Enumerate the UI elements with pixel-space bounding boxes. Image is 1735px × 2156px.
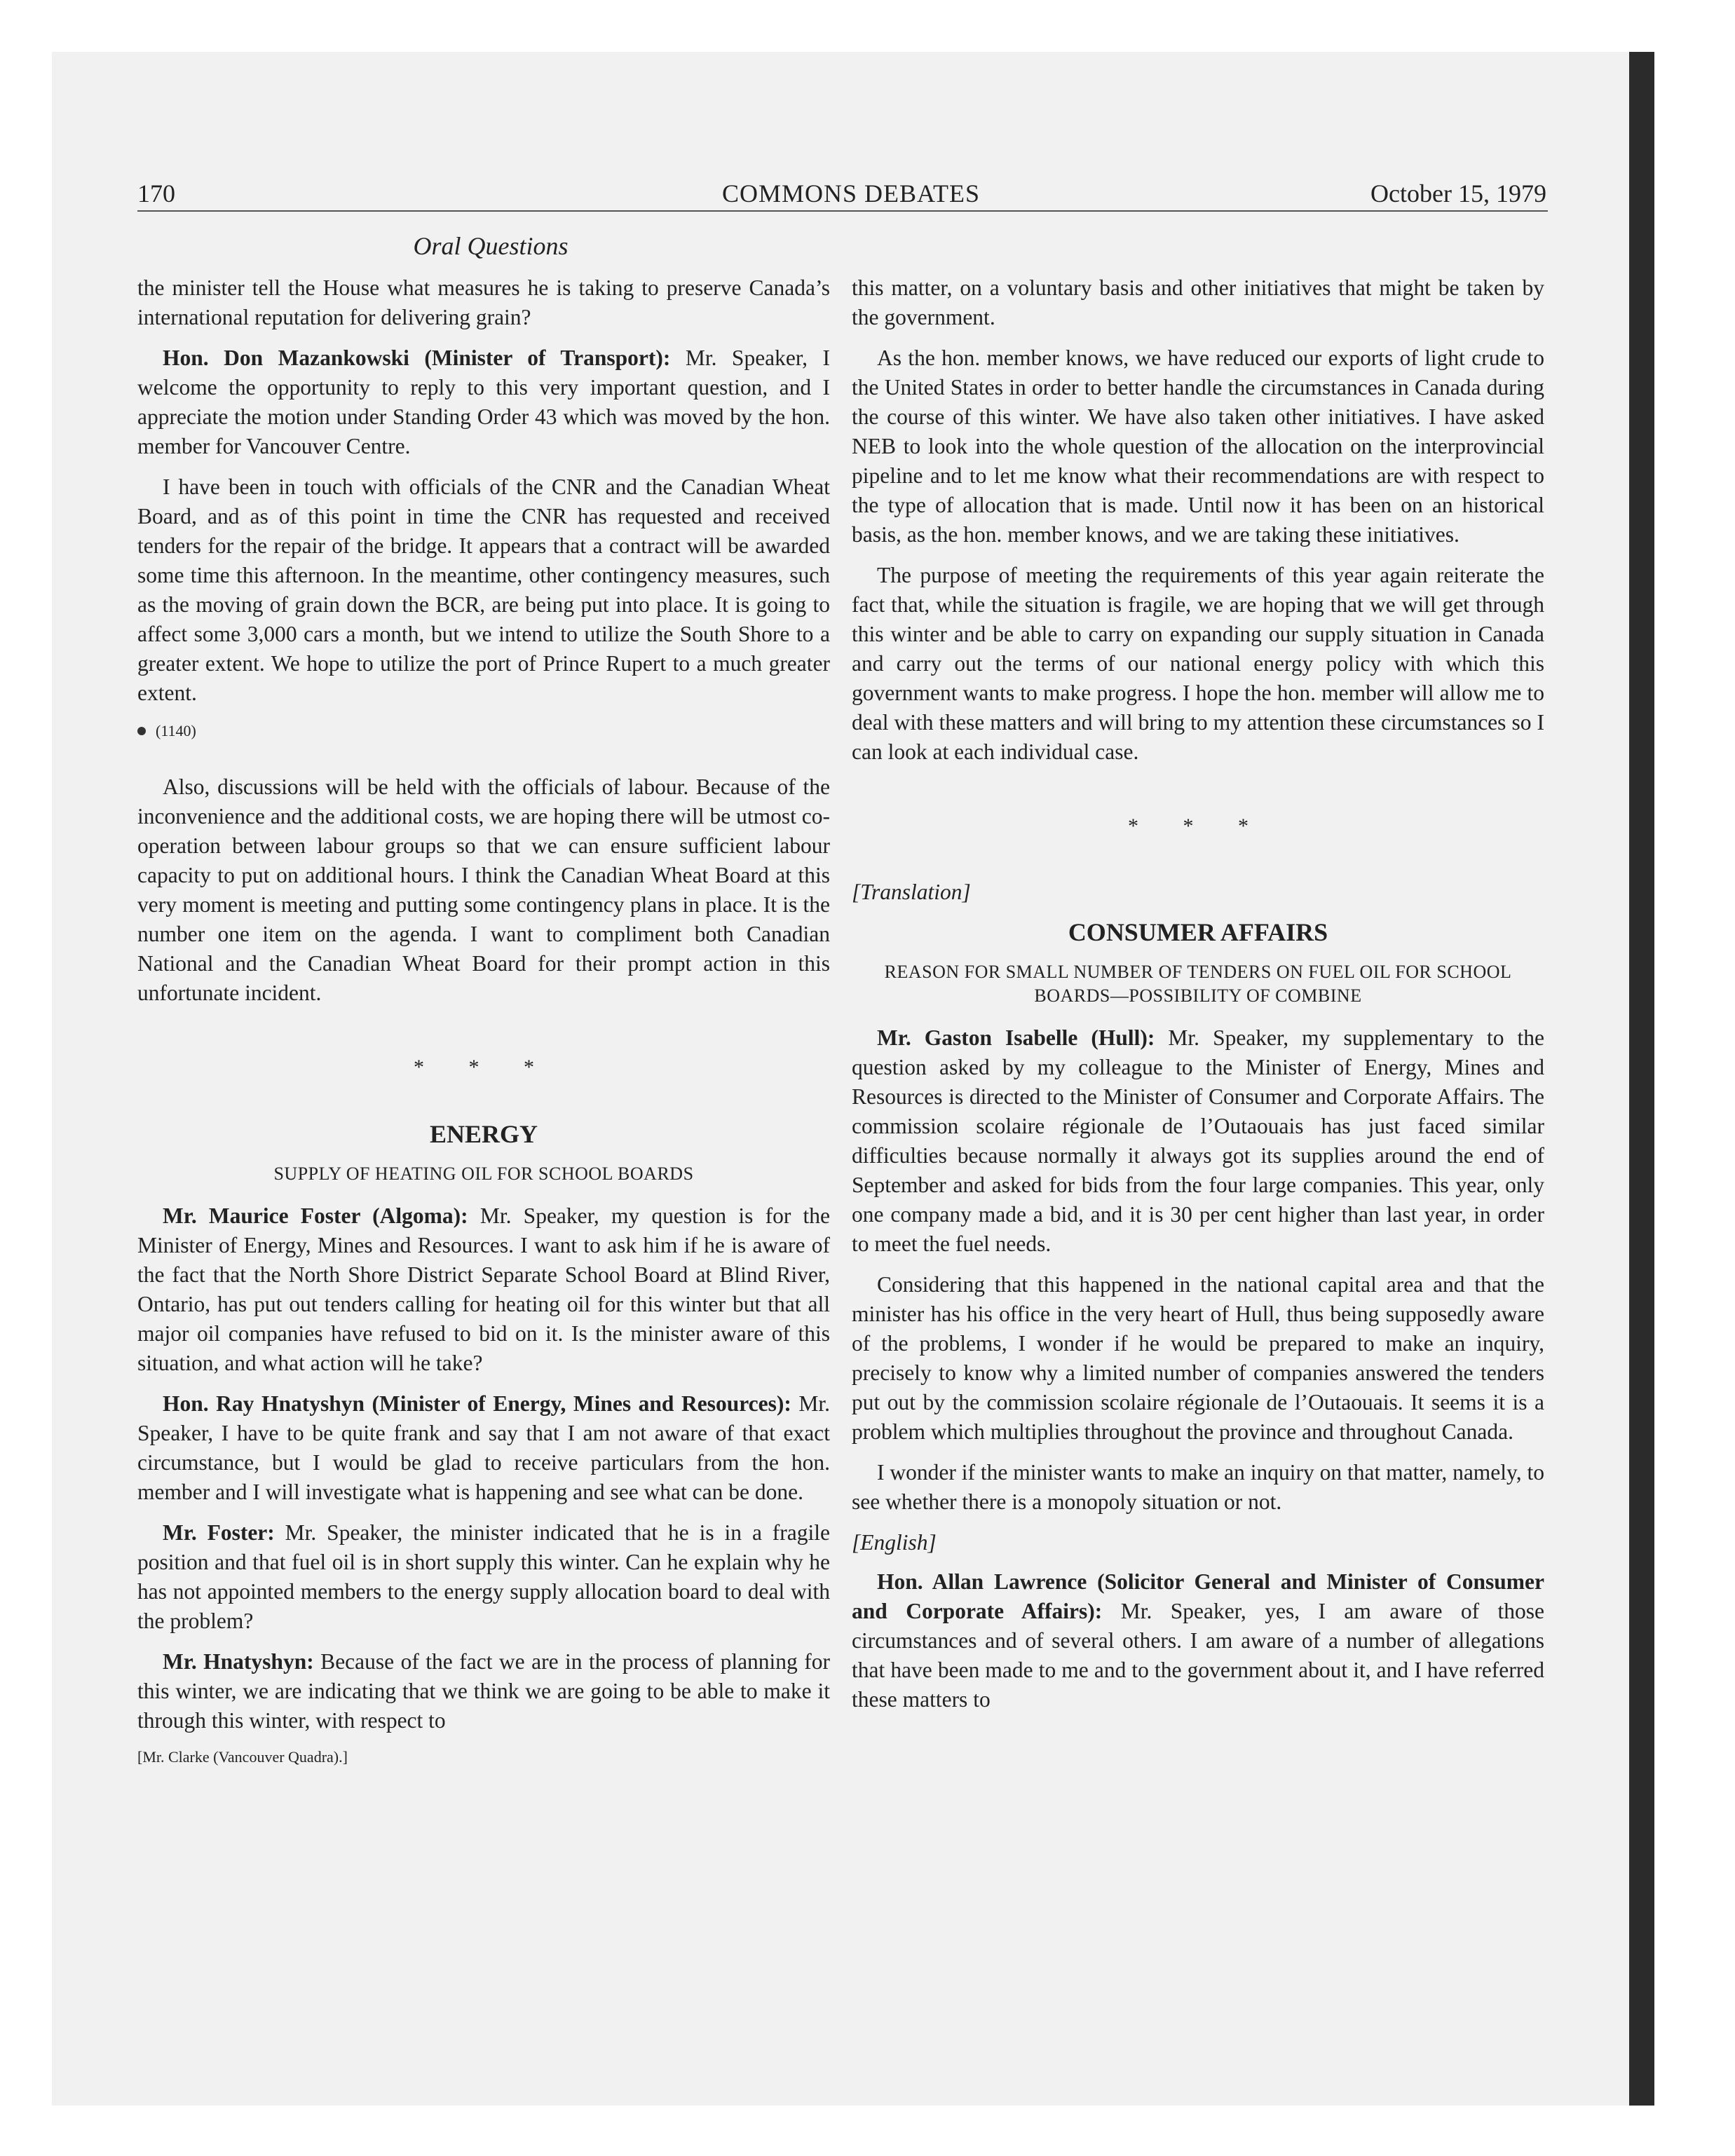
paragraph [137,343,830,461]
speech-text: Mr. Speaker, my question is for the Minister of Energy, Mines and Resources. I want to ask him if he is aware of the fact that the North Shore District Separate School Board at Blind River, Ontario, has put out tenders calling for heating oil for this winter but that all major oil companies have refused to bid on it. Is the minister aware of this situation, and what action will he take? [137,1203,831,1375]
paragraph [137,1647,830,1735]
section-separator: * * * [414,1056,554,1079]
section-subheading: REASON FOR SMALL NUMBER OF TENDERS ON FUEL OIL FOR SCHOOL BOARDS—POSSIBILITY OF COMBINE [884,962,1512,1006]
speaker-name: Mr. Maurice Foster (Algoma): [163,1203,468,1228]
speaker-name: Hon. Allan Lawrence (Solicitor General and Minister of Consumer and Corporate Affairs): [852,1569,1544,1623]
right-column [852,273,1544,1726]
paragraph: Considering that this happened in the national capital area and that the minister has his office in the very heart of Hull, thus being supposedly aware of the problems, I wonder if he would be prepared to make an inquiry, precisely to know why a limited number of companies answered the tenders put out by the commission scolaire régionale de l’Outaouais. It seems it is a problem which multiplies throughout the province and throughout Canada. [852,1272,1544,1444]
speech-text: Mr. Speaker, yes, I am aware of those circumstances and of several others. I am aware of a number of allegations that have been made to me and to the government about it, and I have referred these matters to [852,1599,1545,1712]
speaker-name: Mr. Hnatyshyn: [163,1649,314,1674]
speaker-name: Mr. Foster: [163,1520,275,1545]
speech-text: Mr. Speaker, my supplementary to the question asked by my colleague to the Minister of Energy, Mines and Resources is directed to the Minister of Consumer and Corporate Affairs. The commission scolaire régionale de l’Outaouais has just faced similar difficulties because normally it always got its supplies around the end of September and asked for bids from the four large companies. This year, only one company made a bid, and it is 30 per cent higher than last year, in order to meet the fuel needs. [852,1025,1544,1256]
speech-text: Because of the fact we are in the process of planning for this winter, we are indicating that we think we are going to be able to make it through this winter, with respect to [137,1649,830,1733]
paragraph: As the hon. member knows, we have reduced our exports of light crude to the United States in order to better handle the circumstances in Canada during the course of this winter. We have also taken other initiatives. I have asked NEB to look into the whole question of the allocation on the interprovincial pipeline and to let me know what their recommendations are with respect to the type of allocation that is made. Until now it has been on an historical basis, as the hon. member knows, and we are taking these initiatives. [852,346,1544,547]
translation-label: [Translation] [852,880,971,904]
header-rule [137,210,1548,212]
speech-text: Mr. Speaker, I welcome the opportunity to reply to this very important question, and I appreciate the motion under Standing Order 43 which was moved by the hon. member for Vancouver Centre. [137,346,830,458]
paragraph: I wonder if the minister wants to make an inquiry on that matter, namely, to see whether there is a monopoly situation or not. [852,1460,1544,1514]
time-marker-text: (1140) [156,722,196,739]
footnote: [Mr. Clarke (Vancouver Quadra).] [137,1748,348,1766]
section-heading: ENERGY [429,1120,538,1148]
left-column [137,273,830,1768]
paragraph [852,1567,1544,1714]
speaker-name: Mr. Gaston Isabelle (Hull): [877,1025,1155,1050]
time-marker [137,721,830,742]
speech-text: Mr. Speaker, the minister indicated that he is in a fragile position and that fuel oil is in short supply this winter. Can he explain why he has not appointed members to the energy supply allocation board to deal with the problem? [137,1520,831,1633]
paragraph: Also, discussions will be held with the officials of labour. Because of the inconvenience and the additional costs, we are hoping there will be utmost co-operation between labour groups so that we can ensure sufficient labour capacity to put on additional hours. I think the Canadian Wheat Board at this very moment is meeting and putting some contingency plans in place. It is the number one item on the agenda. I want to compliment both Canadian National and the Canadian Wheat Board for their prompt action in this unfortunate incident. [137,775,830,1005]
paragraph [137,1389,830,1507]
paragraph-continuation: the minister tell the House what measures he is taking to preserve Canada’s international reputation for delivering grain? [137,275,830,329]
section-subheading: SUPPLY OF HEATING OIL FOR SCHOOL BOARDS [273,1164,694,1184]
speech-text: Mr. Speaker, I have to be quite frank and say that I am not aware of that exact circumstance, but I would be glad to receive particulars from the hon. member and I will investigate what is happening and see what can be done. [137,1391,830,1504]
paragraph [852,1023,1544,1259]
english-label: [English] [852,1530,937,1555]
speaker-name: Hon. Ray Hnatyshyn (Minister of Energy, Mines and Resources): [163,1391,791,1416]
paragraph-continuation: this matter, on a voluntary basis and other initiatives that might be taken by the government. [852,275,1544,329]
paragraph [137,1201,830,1378]
bullet-icon [137,727,146,735]
paragraph: The purpose of meeting the requirements of this year again reiterate the fact that, while the situation is fragile, we are hoping that we will get through this winter and be able to carry on expanding our supply situation in Canada and carry out the terms of our national energy policy with which this government wants to make progress. I hope the hon. member will allow me to deal with these matters and will bring to my attention these circumstances so I can look at each individual case. [852,563,1544,764]
paragraph: I have been in touch with officials of the CNR and the Canadian Wheat Board, and as of this point in time the CNR has requested and received tenders for the repair of the bridge. It appears that a contract will be awarded some time this afternoon. In the meantime, other contingency measures, such as the moving of grain down the BCR, are being put into place. It is going to affect some 3,000 cars a month, but we intend to utilize the South Shore to a greater extent. We hope to utilize the port of Prince Rupert to a much greater extent. [137,475,830,705]
section-separator: * * * [1128,814,1268,838]
section-label: Oral Questions [413,232,569,260]
page-number: 170 [137,179,175,207]
publication-date: October 15, 1979 [1370,179,1546,207]
speaker-name: Hon. Don Mazankowski (Minister of Transport): [163,346,671,370]
paragraph [137,1518,830,1636]
section-heading: CONSUMER AFFAIRS [1068,918,1328,946]
publication-title: COMMONS DEBATES [721,179,981,207]
